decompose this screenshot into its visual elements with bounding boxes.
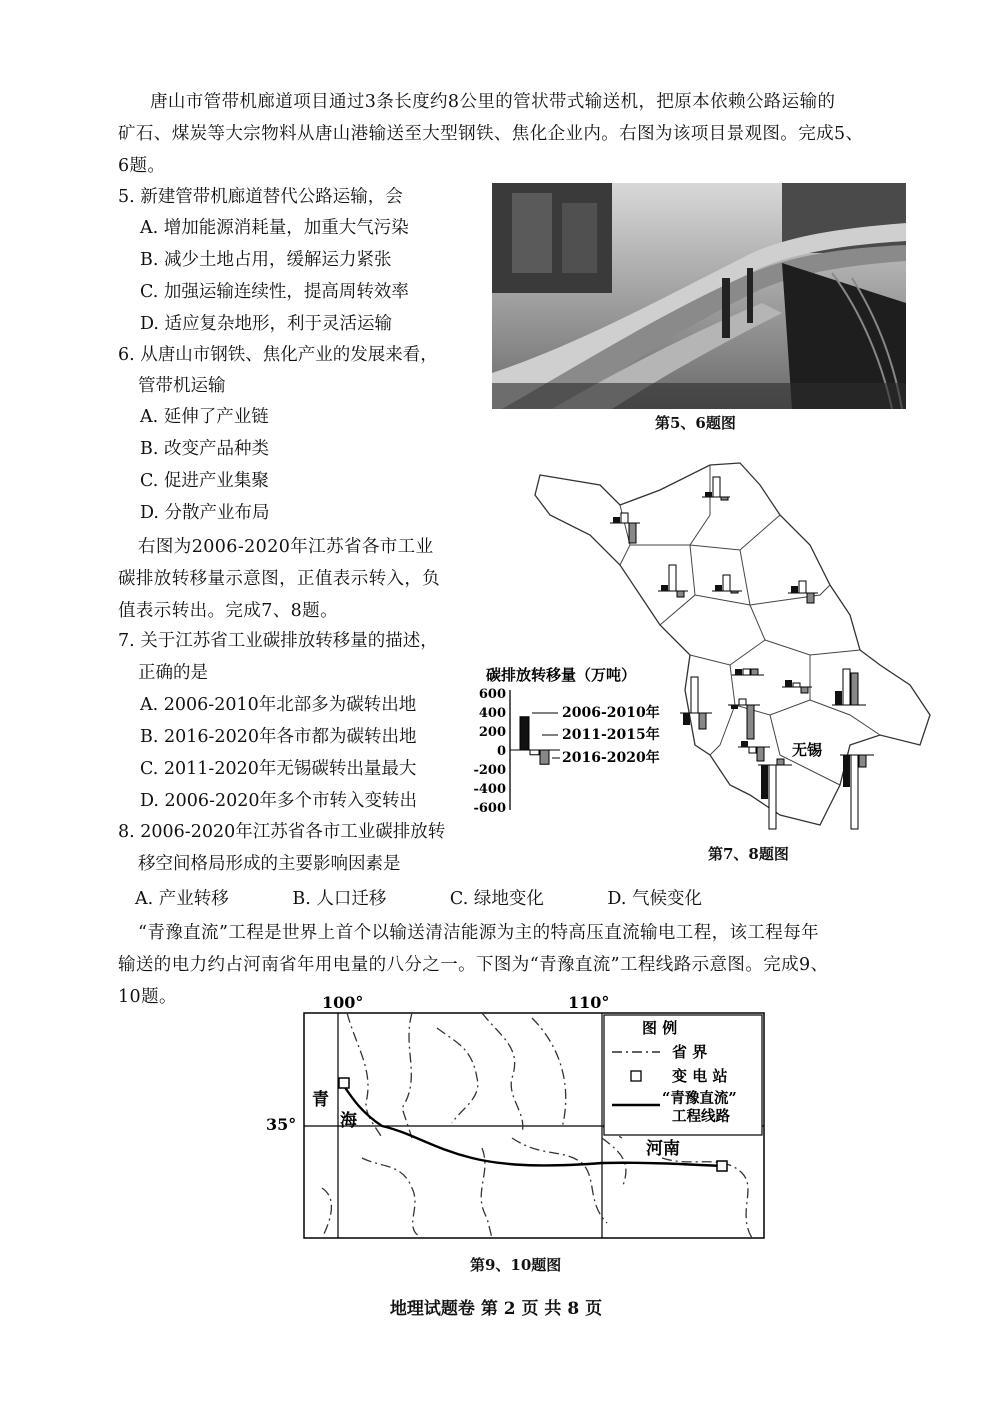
legend-line-1: “青豫直流” bbox=[662, 1090, 737, 1107]
legend-substation-icon bbox=[631, 1071, 641, 1081]
question-8-options bbox=[135, 885, 760, 910]
lon-110-label: 110° bbox=[568, 993, 610, 1012]
question-6-option-a: A. 延伸了产业链 bbox=[140, 407, 269, 427]
question-8-option-a: A. 产业转移 bbox=[135, 889, 229, 909]
question-6-option-c: C. 促进产业集聚 bbox=[140, 471, 269, 491]
question-5-option-b: B. 减少土地占用，缓解运力紧张 bbox=[140, 250, 392, 270]
conveyor-corridor-photo bbox=[492, 183, 906, 409]
question-7-option-d: D. 2006-2020年多个市转入变转出 bbox=[140, 791, 418, 811]
qingyu-dc-map bbox=[262, 988, 782, 1248]
legend-bars bbox=[520, 717, 549, 765]
question-7-stem-1: 7. 关于江苏省工业碳排放转移量的描述， bbox=[118, 631, 438, 651]
intro-9-10-line2: 输送的电力约占河南省年用电量的八分之一。下图为“青豫直流”工程线路示意图。完成9、 bbox=[118, 955, 829, 975]
substation-qinghai bbox=[339, 1078, 349, 1088]
legend-bar-1 bbox=[520, 717, 529, 750]
intro-5-6-line3: 6题。 bbox=[118, 156, 166, 176]
legend-tick-neg400: -400 bbox=[473, 782, 506, 797]
map-9-10-caption: 第9、10题图 bbox=[470, 1256, 562, 1274]
legend-bar-2 bbox=[530, 750, 539, 755]
lat-35-label: 35° bbox=[266, 1115, 297, 1134]
legend-series-1: 2006-2010年 bbox=[562, 705, 660, 721]
jiangsu-outline bbox=[535, 463, 930, 825]
question-8-stem-1: 8. 2006-2020年江苏省各市工业碳排放转 bbox=[118, 822, 446, 842]
qinghai-label-1: 青 bbox=[312, 1090, 329, 1110]
legend-title: 碳排放转移量（万吨） bbox=[486, 666, 637, 684]
substation-henan bbox=[717, 1161, 727, 1171]
intro-7-8-line3: 值表示转出。完成7、8题。 bbox=[118, 601, 338, 621]
question-7-option-b: B. 2016-2020年各市都为碳转出地 bbox=[140, 727, 417, 747]
map-7-8-caption: 第7、8题图 bbox=[708, 845, 789, 863]
henan-label: 河南 bbox=[646, 1139, 680, 1159]
question-8-stem-2: 移空间格局形成的主要影响因素是 bbox=[138, 854, 401, 874]
legend-tick-600: 600 bbox=[478, 687, 506, 702]
question-6-option-b: B. 改变产品种类 bbox=[140, 439, 269, 459]
intro-9-10-line3: 10题。 bbox=[118, 987, 177, 1007]
legend-series-3: 2016-2020年 bbox=[562, 750, 660, 766]
question-6-stem-2: 管带机运输 bbox=[138, 376, 226, 396]
jiangsu-carbon-map bbox=[473, 455, 940, 845]
question-5-option-c: C. 加强运输连续性，提高周转效率 bbox=[140, 282, 409, 302]
legend-heading: 图 例 bbox=[642, 1019, 678, 1037]
question-8-option-b: B. 人口迁移 bbox=[292, 889, 387, 909]
question-7-option-a: A. 2006-2010年北部多为碳转出地 bbox=[140, 695, 417, 715]
legend-tick-neg200: -200 bbox=[473, 763, 506, 778]
legend-series-2: 2011-2015年 bbox=[562, 727, 660, 743]
legend-substation: 变 电 站 bbox=[672, 1067, 728, 1085]
question-7-option-c: C. 2011-2020年无锡碳转出量最大 bbox=[140, 759, 417, 779]
legend-line-2: 工程线路 bbox=[672, 1108, 730, 1125]
question-6-option-d: D. 分散产业布局 bbox=[140, 503, 270, 523]
intro-7-8-line1: 右图为2006-2020年江苏省各市工业 bbox=[138, 537, 434, 557]
question-7-stem-2: 正确的是 bbox=[138, 663, 208, 683]
city-bars-suzhou bbox=[840, 755, 874, 829]
legend-tick-0: 0 bbox=[496, 744, 506, 759]
question-5-option-d: D. 适应复杂地形，利于灵活运输 bbox=[140, 314, 393, 334]
legend-province-boundary: 省 界 bbox=[672, 1043, 708, 1061]
city-label-wuxi: 无锡 bbox=[792, 741, 823, 759]
question-5-option-a: A. 增加能源消耗量，加重大气污染 bbox=[140, 218, 409, 238]
photo-caption: 第5、6题图 bbox=[655, 414, 736, 432]
question-5-stem: 5. 新建管带机廊道替代公路运输，会 bbox=[118, 187, 403, 207]
legend-tick-neg600: -600 bbox=[473, 801, 506, 816]
lon-100-label: 100° bbox=[322, 993, 364, 1012]
intro-5-6-line2: 矿石、煤炭等大宗物料从唐山港输送至大型钢铁、焦化企业内。右图为该项目景观图。完成5、 bbox=[118, 124, 864, 144]
question-6-stem-1: 6. 从唐山市钢铁、焦化产业的发展来看， bbox=[118, 345, 438, 365]
legend-tick-200: 200 bbox=[478, 725, 506, 740]
question-8-option-c: C. 绿地变化 bbox=[449, 889, 544, 909]
question-8-option-d: D. 气候变化 bbox=[607, 889, 702, 909]
page-footer: 地理试题卷 第 2 页 共 8 页 bbox=[389, 1299, 603, 1319]
intro-7-8-line2: 碳排放转移量示意图，正值表示转入，负 bbox=[118, 569, 441, 589]
intro-9-10-line1: “青豫直流”工程是世界上首个以输送清洁能源为主的特高压直流输电工程，该工程每年 bbox=[138, 923, 819, 943]
legend-tick-400: 400 bbox=[478, 706, 506, 721]
qinghai-label-2: 海 bbox=[340, 1111, 357, 1131]
intro-5-6-line1: 唐山市管带机廊道项目通过3条长度约8公里的管状带式输送机，把原本依赖公路运输的 bbox=[150, 92, 836, 112]
legend-bar-3 bbox=[540, 750, 549, 764]
